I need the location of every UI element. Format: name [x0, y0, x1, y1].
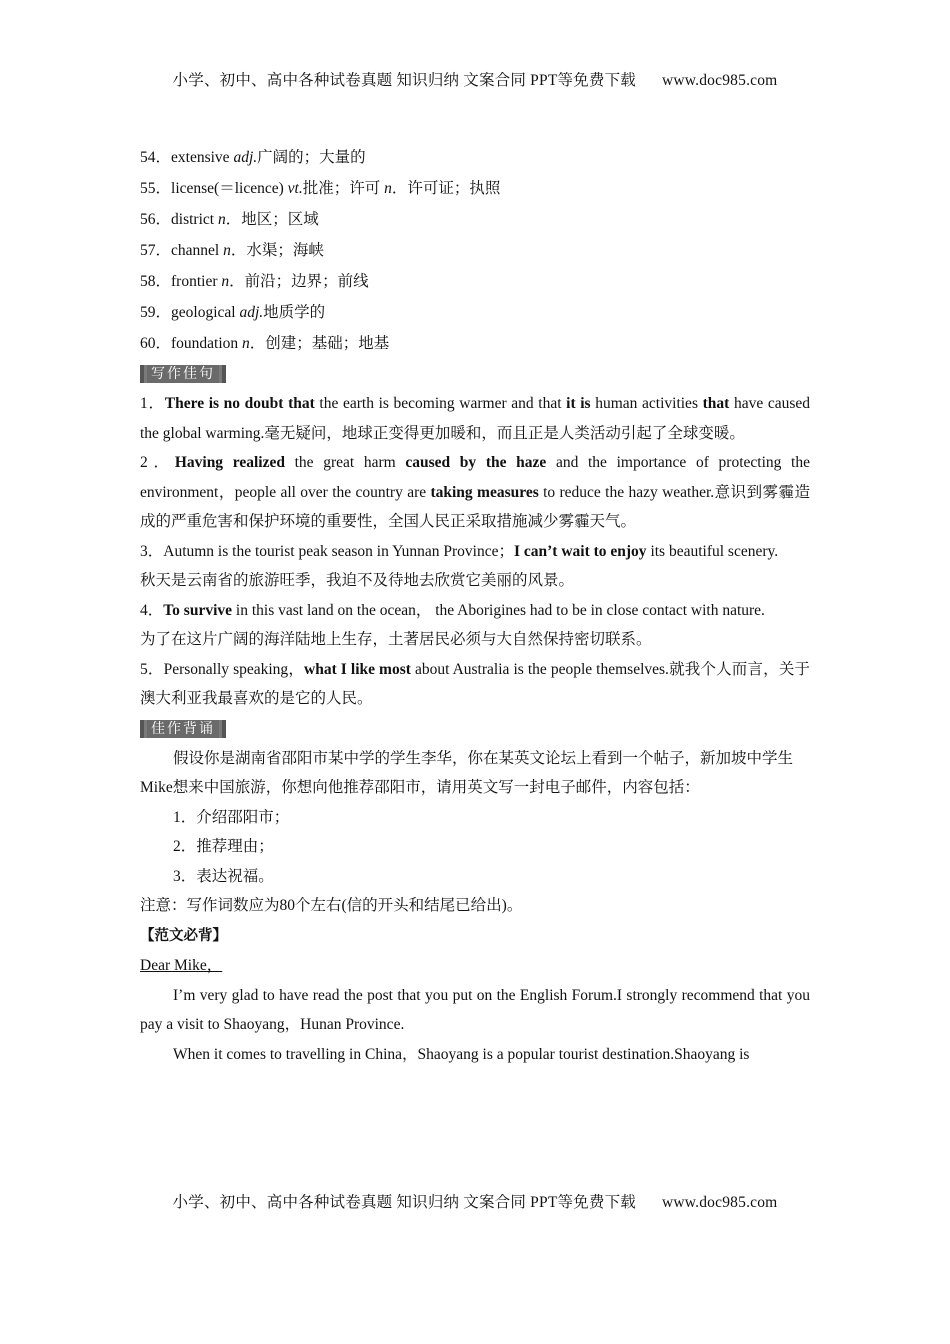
vocab-item: 59．geological adj.地质学的 [140, 304, 326, 321]
sentence-item: 3．Autumn is the tourist peak season in Yunnan Province；I can’t wait to enjoy its beautiful scenery. 秋天是云南省的旅游旺季，我迫不及待地去欣赏它美丽的风景。 [140, 542, 779, 589]
section-tag-model-essay: 佳作背诵 [140, 720, 226, 738]
writing-task [140, 744, 810, 952]
page-footer [0, 1190, 950, 1212]
sentence-item: 4．To survive in this vast land on the ocean， the Aborigines had to be in close contact with nature. 为了在这片广阔的海洋陆地上生存，土著居民必须与大自然保持密切联系。 [140, 601, 765, 648]
task-item: 1．介绍邵阳市； [173, 808, 290, 826]
page-header [0, 68, 950, 90]
footer-promo-text: 小学、初中、高中各种试卷真题 知识归纳 文案合同 PPT等免费下载 [172, 1194, 636, 1211]
task-item: 3．表达祝福。 [173, 867, 274, 885]
good-sentences [140, 389, 810, 714]
essay-paragraph: When it comes to travelling in China，Shaoyang is a popular tourist destination.Shaoyang is [173, 1045, 750, 1063]
vocab-item: 54．extensive adj.广阔的；大量的 [140, 149, 366, 166]
header-promo-text: 小学、初中、高中各种试卷真题 知识归纳 文案合同 PPT等免费下载 [172, 72, 636, 89]
vocab-item: 55．license(＝licence) vt.批准；许可 n．许可证；执照 [140, 180, 501, 197]
section-tag-good-sentences: 写作佳句 [140, 365, 226, 383]
footer-site-link[interactable]: www.doc985.com [661, 1194, 778, 1211]
vocab-item: 60．foundation n．创建；基础；地基 [140, 335, 390, 352]
vocab-item: 58．frontier n．前沿；边界；前线 [140, 273, 369, 290]
header-site-link[interactable]: www.doc985.com [661, 72, 778, 89]
task-note: 注意：写作词数应为80个左右(信的开头和结尾已给出)。 [140, 897, 523, 914]
essay-paragraph: I’m very glad to have read the post that you put on the English Forum.I strongly recommend that you pay a visit to Shaoyang，Hunan Province. [140, 986, 810, 1033]
vocab-item: 56．district n．地区；区域 [140, 211, 319, 228]
task-item: 2．推荐理由； [173, 838, 274, 855]
vocab-item: 57．channel n．水渠；海峡 [140, 242, 324, 259]
sentence-item: 2．Having realized the great harm caused by the haze and the importance of protecting the environment，people all over the country are taking measures to reduce the hazy weather.意识到雾霾造成的严重危害和保护环境的重要性，全国人民正采取措施减少雾霾天气。 [140, 454, 810, 530]
vocab-list [140, 142, 810, 359]
sentence-item: 1．There is no doubt that the earth is becoming warmer and that it is human activities that have caused the global warming.毫无疑问，地球正变得更加暖和，而且正是人类活动引起了全球变暖。 [140, 395, 810, 442]
model-essay-title: 【范文必背】 [140, 927, 227, 944]
task-intro: 假设你是湖南省邵阳市某中学的学生李华，你在某英文论坛上看到一个帖子，新加坡中学生Mike想来中国旅游，你想向他推荐邵阳市，请用英文写一封电子邮件，内容包括： [140, 749, 794, 796]
essay-greeting: Dear Mike， [140, 957, 223, 974]
sentence-item: 5．Personally speaking，what I like most about Australia is the people themselves.就我个人而言，关于澳大利亚我最喜欢的是它的人民。 [140, 660, 810, 707]
document-body [140, 142, 810, 1069]
model-essay [140, 951, 810, 1069]
